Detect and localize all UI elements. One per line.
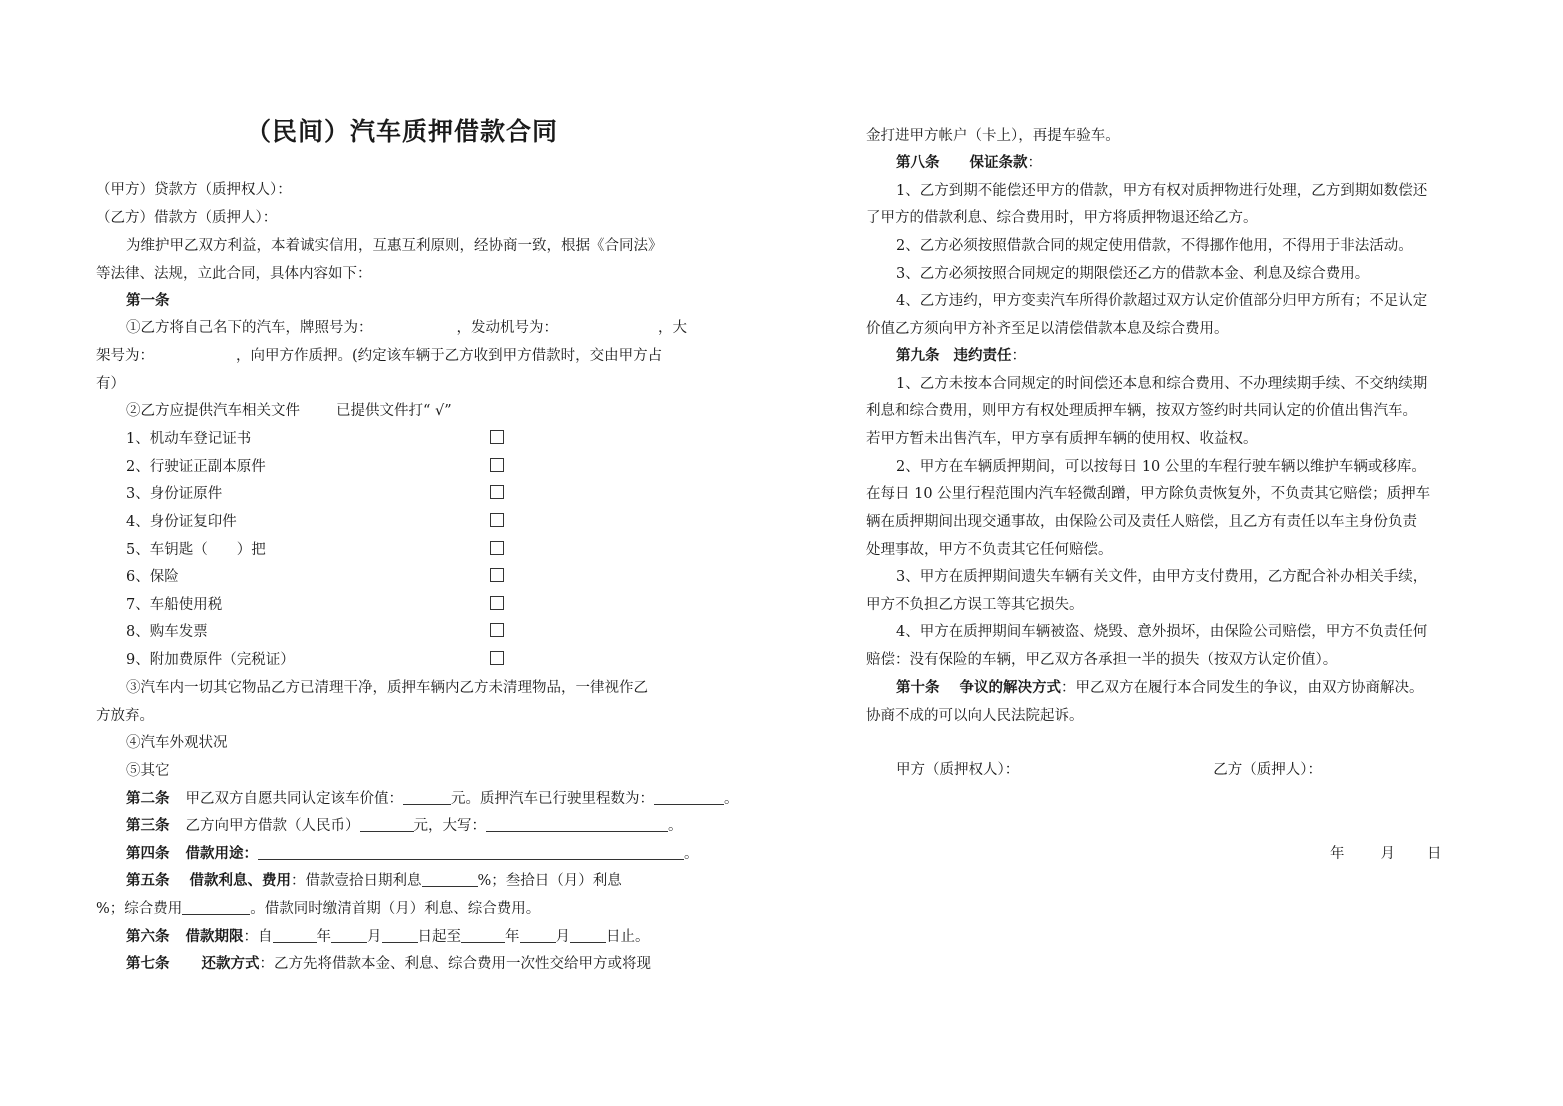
loan-amount-blank[interactable] [360,817,414,832]
doc-item [96,622,708,642]
party-a-signature-label: 甲方（质押权人）： [896,762,1020,778]
doc-item [96,595,708,615]
dispute-text: ：甲乙双方在履行本合同发生的争议，由双方协商解决。 [1061,680,1424,696]
doc-item-label: 1、机动车登记证书 [126,431,252,447]
date-line: 年 月 日 [1330,846,1442,862]
capital-amount-blank[interactable] [486,817,668,832]
doc-checkbox[interactable] [490,458,504,472]
a10-line-2: 协商不成的可以向人民法院起诉。 [866,708,1084,724]
doc-item-label: 7、车船使用税 [126,597,223,613]
article-5-line-2 [96,899,708,919]
doc-item-label: 6、保险 [126,569,179,585]
clean-line-1: ③汽车内一切其它物品乙方已清理干净，质押车辆内乙方未清理物品，一律视作乙 [126,680,648,696]
doc-item [96,457,708,477]
a9-3-line-2: 甲方不负担乙方误工等其它损失。 [866,597,1084,613]
doc-item [96,512,708,532]
end-year-blank[interactable] [461,928,505,943]
article-7-line [96,954,708,974]
a8-2-line: 2、乙方必须按照借款合同的规定使用借款，不得挪作他用，不得用于非法活动。 [896,238,1413,254]
a9-4-line-1: 4、甲方在质押期间车辆被盗、烧毁、意外损坏，由保险公司赔偿，甲方不负责任何 [896,624,1428,640]
liability-label: 违约责任 [953,348,1012,364]
article-5-line [96,871,708,891]
a9-3-line-1: 3、甲方在质押期间遗失车辆有关文件，由甲方支付费用，乙方配合补办相关手续， [896,569,1428,585]
doc-item-label: 5、车钥匙（ ）把 [126,542,266,558]
a8-3-line: 3、乙方必须按照合同规定的期限偿还乙方的借款本金、利息及综合费用。 [896,266,1370,282]
repayment-continued: 金打进甲方帐户（卡上），再提车验车。 [866,128,1120,144]
doc-item-label: 8、购车发票 [126,624,208,640]
article-1-heading: 第一条 [126,293,170,309]
fee-label: %；综合费用 [96,901,183,917]
article-6-heading: 第六条 [126,929,170,945]
a8-4-line-1: 4、乙方违约，甲方变卖汽车所得价款超过双方认定价值部分归甲方所有；不足认定 [896,293,1428,309]
doc-checkbox[interactable] [490,485,504,499]
article-10-line [866,678,1466,698]
term-label: 借款期限 [185,929,244,945]
doc-item [96,429,708,449]
vehicle-line-2 [96,346,708,366]
intro-line-2: 等法律、法规，立此合同，具体内容如下： [96,266,372,282]
doc-checkbox[interactable] [490,568,504,582]
doc-checkbox[interactable] [490,513,504,527]
loan-purpose-label: 借款用途： [185,846,258,862]
pledge-text: ，向甲方作质押。(约定该车辆于乙方收到甲方借款时，交由甲方占 [236,348,663,364]
other-line: ⑤其它 [126,763,170,779]
loan-amount-label: 乙方向甲方借款（人民币） [185,818,360,834]
loan-purpose-blank[interactable] [258,845,684,860]
fee-blank[interactable] [182,900,250,915]
doc-item [96,484,708,504]
document-title: （民间）汽车质押借款合同 [245,117,558,146]
party-b-line: （乙方）借款方（质押人）： [96,210,278,226]
a8-1-line-2: 了甲方的借款利息、综合费用时，甲方将质押物退还给乙方。 [866,210,1258,226]
article-7-heading: 第七条 [126,956,170,972]
article-4-heading: 第四条 [126,846,170,862]
documents-note: 已提供文件打“ √” [336,403,452,419]
article-6-line: 第六条 借款期限：自 年 月 日起至 年 月 日止。 [126,929,650,945]
a8-1-line-1: 1、乙方到期不能偿还甲方的借款，甲方有权对质押物进行处理，乙方到期如数偿还 [896,183,1428,199]
documents-line [96,401,708,421]
fee-note: 。借款同时缴清首期（月）利息、综合费用。 [250,901,541,917]
a8-4-line-2: 价值乙方须向甲方补齐至足以清偿借款本息及综合费用。 [866,321,1229,337]
vehicle-line-3: 有） [96,376,125,392]
dispute-label: 争议的解决方式 [959,680,1061,696]
article-9-heading: 第九条 [896,348,940,364]
doc-checkbox[interactable] [490,541,504,555]
mileage-label: 元。质押汽车已行驶里程数为： [451,791,654,807]
doc-item [96,567,708,587]
a9-4-line-2: 赔偿：没有保险的车辆，甲乙双方各承担一半的损失（按双方认定价值）。 [866,652,1338,668]
article-4-line: 第四条 借款用途： 。 [126,846,699,862]
repayment-label: 还款方式 [201,956,260,972]
a9-2-line-3: 辆在质押期间出现交通事故，由保险公司及责任人赔偿，且乙方有责任以车主身份负责 [866,514,1417,530]
doc-item-label: 4、身份证复印件 [126,514,237,530]
doc-checkbox[interactable] [490,651,504,665]
doc-item-label: 2、行驶证正副本原件 [126,459,266,475]
interest-label: 借款利息、费用 [189,873,291,889]
doc-item-label: 9、附加费原件（完税证） [126,652,295,668]
car-value-blank[interactable] [403,790,451,805]
ten-day-interest-label: ：借款壹拾日期利息 [291,873,422,889]
a9-1-line-1: 1、乙方未按本合同规定的时间偿还本息和综合费用、不办理续期手续、不交纳续期 [896,376,1428,392]
a9-1-line-2: 利息和综合费用，则甲方有权处理质押车辆，按双方签约时共同认定的价值出售汽车。 [866,403,1417,419]
article-8-line: 第八条 保证条款： [896,155,1042,171]
a9-2-line-4: 处理事故，甲方不负责其它任何赔偿。 [866,542,1113,558]
guarantee-label: 保证条款 [969,155,1028,171]
article-10-heading: 第十条 [896,680,940,696]
doc-item [96,540,708,560]
plate-label: ①乙方将自己名下的汽车，牌照号为： [126,320,373,336]
doc-checkbox[interactable] [490,596,504,610]
intro-line-1: 为维护甲乙双方利益，本着诚实信用，互惠互利原则，经协商一致，根据《合同法》 [126,238,663,254]
article-5-heading: 第五条 [126,873,170,889]
doc-item-label: 3、身份证原件 [126,486,223,502]
a9-2-line-1: 2、甲方在车辆质押期间，可以按每日 10 公里的车程行驶车辆以维护车辆或移库。 [896,459,1426,475]
doc-checkbox[interactable] [490,623,504,637]
car-value-label: 甲乙双方自愿共同认定该车价值： [185,791,403,807]
ten-day-interest-blank[interactable] [422,872,478,887]
party-b-signature-label: 乙方（质押人）： [1213,762,1322,778]
signature-line [866,760,1466,780]
article-3-line: 第三条 乙方向甲方借款（人民币） 元，大写： 。 [126,818,683,834]
engine-label: ，发动机号为： [456,320,558,336]
frame-label: 架号为： [96,348,154,364]
article-3-heading: 第三条 [126,818,170,834]
clean-line-2: 方放弃。 [96,708,154,724]
doc-item [96,650,708,670]
article-8-heading: 第八条 [896,155,940,171]
end-month-blank[interactable] [520,928,556,943]
mileage-blank[interactable] [654,790,724,805]
capital-amount-label: 元，大写： [413,818,486,834]
documents-label: ②乙方应提供汽车相关文件 [126,403,300,419]
appearance-line: ④汽车外观状况 [126,735,228,751]
article-2-heading: 第二条 [126,791,170,807]
a9-1-line-3: 若甲方暂未出售汽车，甲方享有质押车辆的使用权、收益权。 [866,431,1258,447]
doc-checkbox[interactable] [490,430,504,444]
repayment-text: ：乙方先将借款本金、利息、综合费用一次性交给甲方或将现 [259,956,651,972]
start-year-blank[interactable] [273,928,317,943]
end-day-blank[interactable] [570,928,606,943]
article-2-line: 第二条 甲乙双方自愿共同认定该车价值： 元。质押汽车已行驶里程数为： 。 [126,791,739,807]
party-a-line: （甲方）贷款方（质押权人）： [96,182,292,198]
vehicle-line-1 [96,318,708,338]
article-9-line: 第九条 违约责任： [896,348,1026,364]
a9-2-line-2: 在每日 10 公里行程范围内汽车轻微刮蹭，甲方除负责恢复外，不负责其它赔偿；质押车 [866,486,1431,502]
start-day-blank[interactable] [382,928,418,943]
frame-label-start: ，大 [658,320,687,336]
thirty-day-interest-label: %；叁拾日（月）利息 [477,873,622,889]
start-month-blank[interactable] [331,928,367,943]
